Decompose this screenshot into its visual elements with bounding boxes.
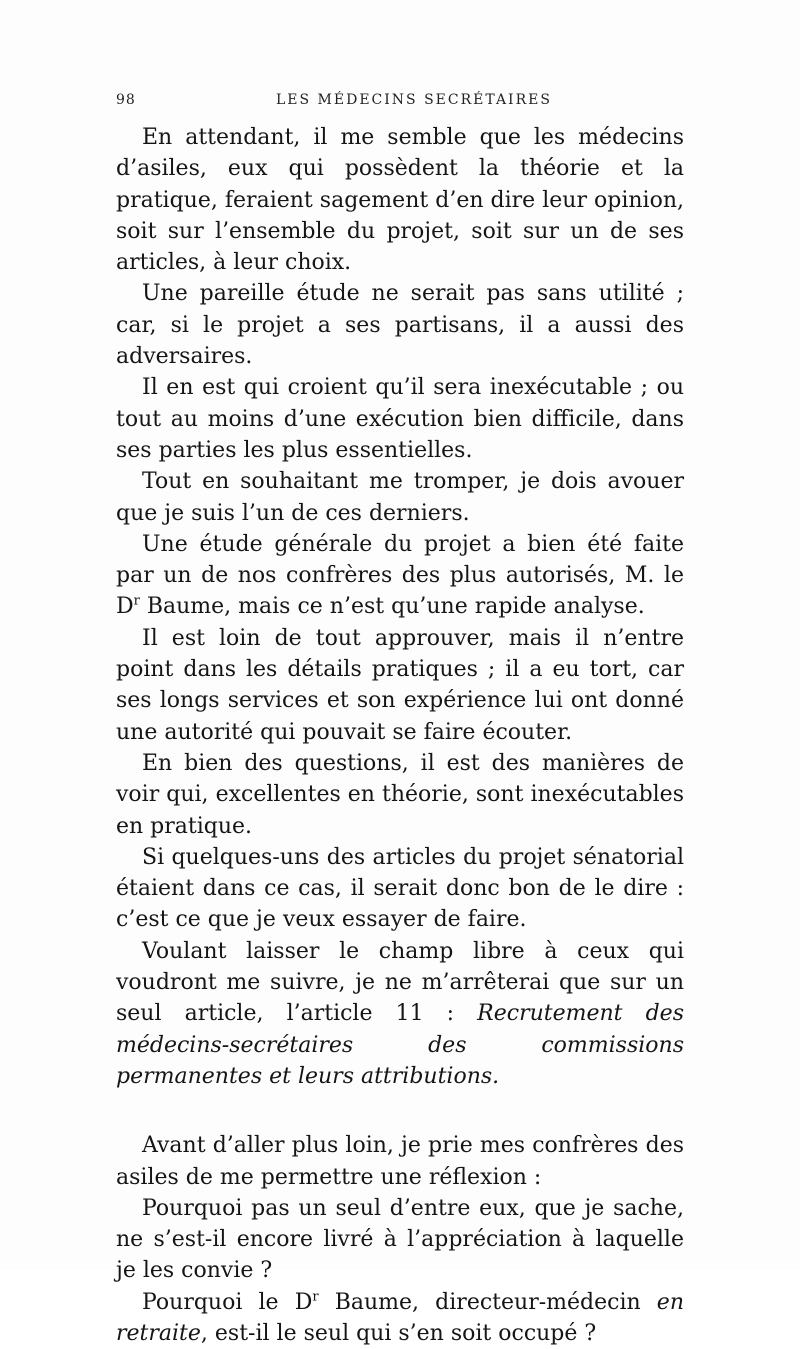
doctor-abbrev-superscript: r [133, 594, 140, 610]
body-text [116, 122, 684, 1349]
paragraph-10: Avant d’aller plus loin, je prie mes confrères des asiles de me permettre une réflexion : [116, 1133, 684, 1190]
page-number: 98 [116, 92, 136, 108]
paragraph-12-text-b: Baume, directeur-médecin [318, 1289, 657, 1315]
paragraph-9-text: Voulant laisser le champ libre à ceux qui voudront me suivre, je ne m’arrêterai que sur un seul article, l’article 11 : [116, 938, 684, 1027]
paragraph-3: Il en est qui croient qu’il sera inexécutable ; ou tout au moins d’une exécution bien difficile, dans ses parties les plus essentielles. [116, 375, 684, 463]
paragraph-12 [116, 1287, 684, 1349]
paragraph-11: Pourquoi pas un seul d’entre eux, que je sache, ne s’est-il encore livré à l’appréciation à laquelle je les convie ? [116, 1195, 684, 1284]
paragraph-8: Si quelques-uns des articles du projet sénatorial étaient dans ce cas, il serait donc bon de le dire : c’est ce que je veux essayer de faire. [116, 844, 684, 933]
retraite-italic: en retraite [116, 1289, 684, 1346]
paragraph-7: En bien des questions, il est des manières de voir qui, excellentes en théorie, sont inexécutables en pratique. [116, 750, 684, 839]
paragraph-5-text-b: Baume, mais ce n’est qu’une rapide analyse. [139, 594, 645, 620]
paragraph-12-text-c: , est-il le seul qui s’en soit occupé ? [200, 1320, 597, 1346]
paragraph-5-text-a: Une étude générale du projet a bien été faite par un de nos confrères des plus autorisés, M. le D [116, 531, 684, 620]
paragraph-4: Tout en souhaitant me tromper, je dois avouer que je suis l’un de ces derniers. [116, 469, 684, 526]
paragraph-6: Il est loin de tout approuver, mais il n’entre point dans les détails pratiques ; il a eu tort, car ses longs services et son expérience lui ont donné une autorité qui pouvait se faire écouter. [116, 625, 684, 745]
paragraph-2: Une pareille étude ne serait pas sans utilité ; car, si le projet a ses partisans, il a aussi des adversaires. [116, 281, 684, 370]
section-gap [116, 1092, 684, 1130]
paragraph-12-text-a: Pourquoi le D [142, 1289, 313, 1315]
running-header [116, 92, 684, 114]
paragraph-9 [116, 936, 684, 1092]
paragraph-1: En attendant, il me semble que les médecins d’asiles, eux qui possèdent la théorie et la pratique, feraient sagement d’en dire leur opinion, soit sur l’ensemble du projet, soit sur un de ses articles, à leur choix. [116, 125, 684, 276]
paragraph-5 [116, 529, 684, 623]
running-title: LES MÉDECINS SECRÉTAIRES [276, 92, 552, 108]
article-title-italic: Recrutement des médecins-secrétaires des commissions permanentes et leurs attributions. [116, 1001, 684, 1089]
doctor-abbrev-superscript-2: r [312, 1289, 319, 1305]
